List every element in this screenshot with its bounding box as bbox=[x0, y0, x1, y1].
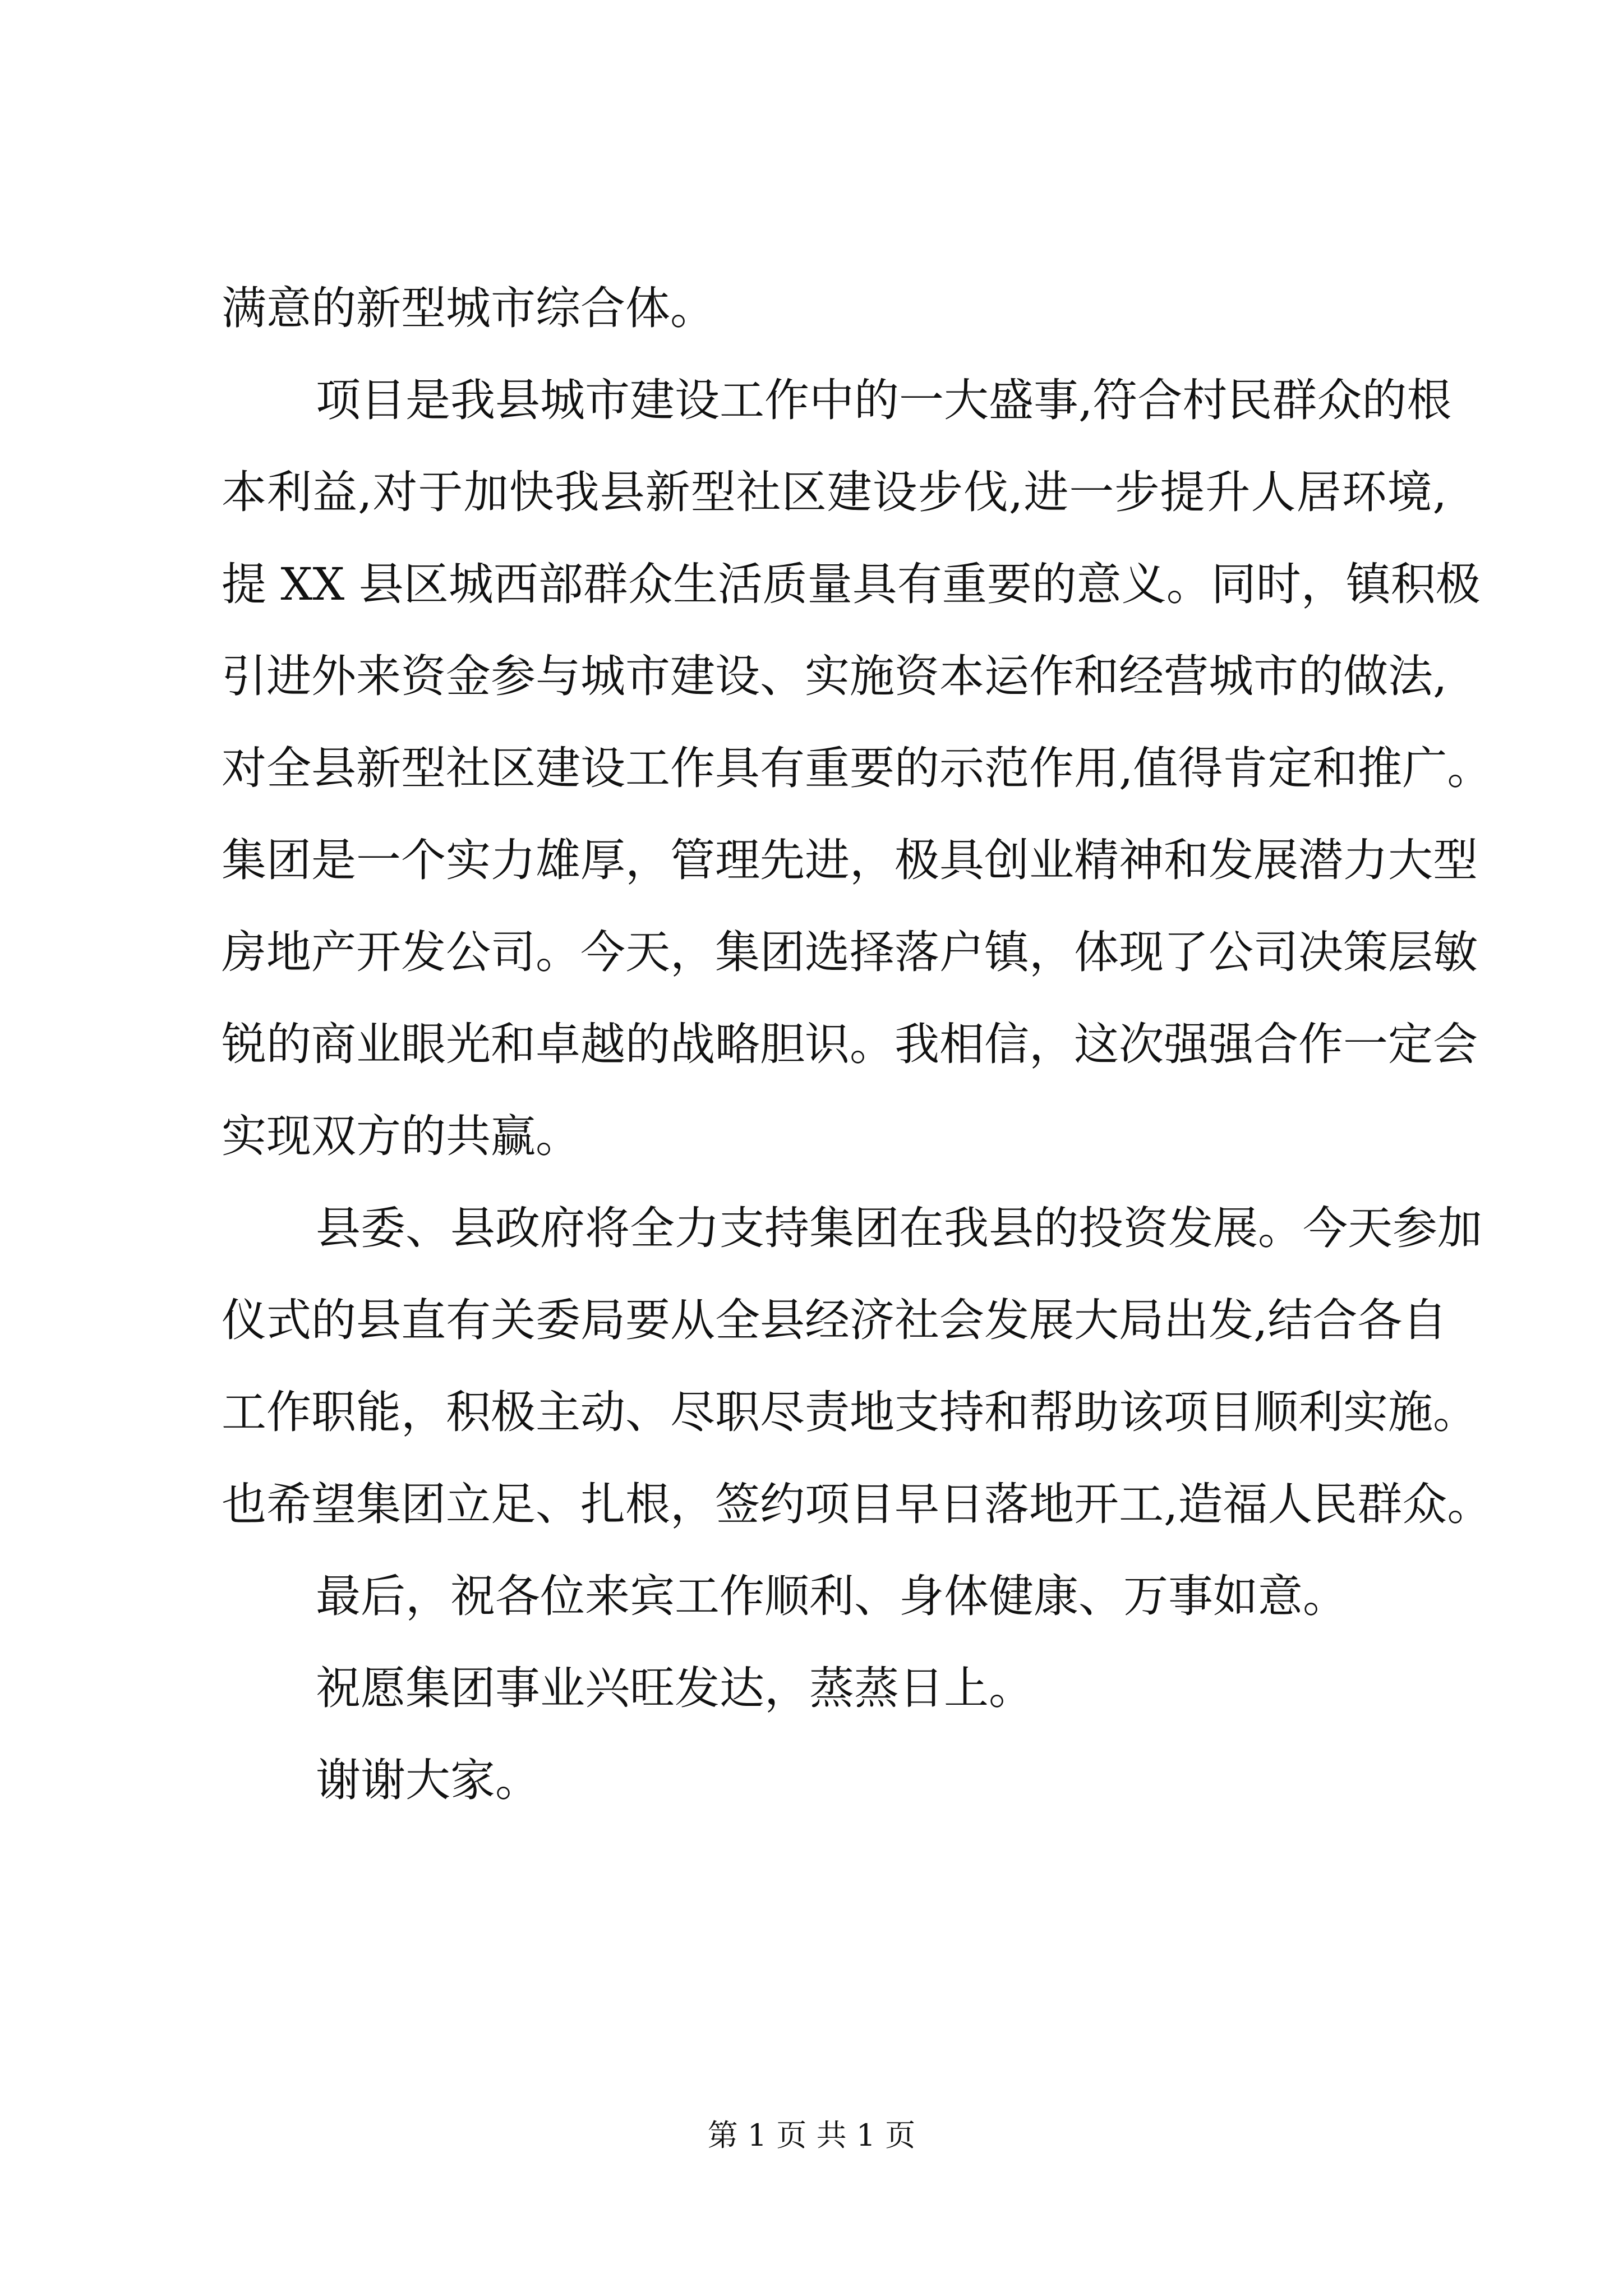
paragraph-line: 也希望集团立足、扎根，签约项目早日落地开工,造福人民群众。 bbox=[222, 1478, 1492, 1530]
paragraph-line: 祝愿集团事业兴旺发达，蒸蒸日上。 bbox=[316, 1662, 1034, 1714]
paragraph-line: 集团是一个实力雄厚，管理先进，极具创业精神和发展潜力大型 bbox=[222, 834, 1478, 886]
paragraph-line: 提 XX 县区城西部群众生活质量具有重要的意义。同时，镇积极 bbox=[222, 558, 1481, 610]
paragraph-line: 本利益,对于加快我县新型社区建设步伐,进一步提升人居环境, bbox=[222, 466, 1447, 518]
paragraph-line: 县委、县政府将全力支持集团在我县的投资发展。今天参加 bbox=[316, 1202, 1482, 1254]
paragraph-line: 对全县新型社区建设工作具有重要的示范作用,值得肯定和推广。 bbox=[222, 742, 1492, 794]
paragraph-line: 满意的新型城市综合体。 bbox=[222, 282, 715, 334]
page-footer: 第 1 页 共 1 页 bbox=[707, 2118, 916, 2153]
paragraph-line: 锐的商业眼光和卓越的战略胆识。我相信，这次强强合作一定会 bbox=[222, 1018, 1478, 1070]
document-body bbox=[222, 263, 1492, 1826]
paragraph-line: 谢谢大家。 bbox=[316, 1754, 540, 1806]
paragraph-line: 引进外来资金参与城市建设、实施资本运作和经营城市的做法, bbox=[222, 650, 1447, 702]
paragraph-line: 房地产开发公司。今天，集团选择落户镇，体现了公司决策层敏 bbox=[222, 926, 1478, 978]
paragraph-line: 工作职能，积极主动、尽职尽责地支持和帮助该项目顺利实施。 bbox=[222, 1386, 1478, 1438]
paragraph-line: 项目是我县城市建设工作中的一大盛事,符合村民群众的根 bbox=[316, 374, 1452, 426]
paragraph-line: 最后，祝各位来宾工作顺利、身体健康、万事如意。 bbox=[316, 1570, 1348, 1622]
paragraph-line: 实现双方的共赢。 bbox=[222, 1110, 580, 1162]
paragraph-line: 仪式的县直有关委局要从全县经济社会发展大局出发,结合各自 bbox=[222, 1294, 1447, 1346]
